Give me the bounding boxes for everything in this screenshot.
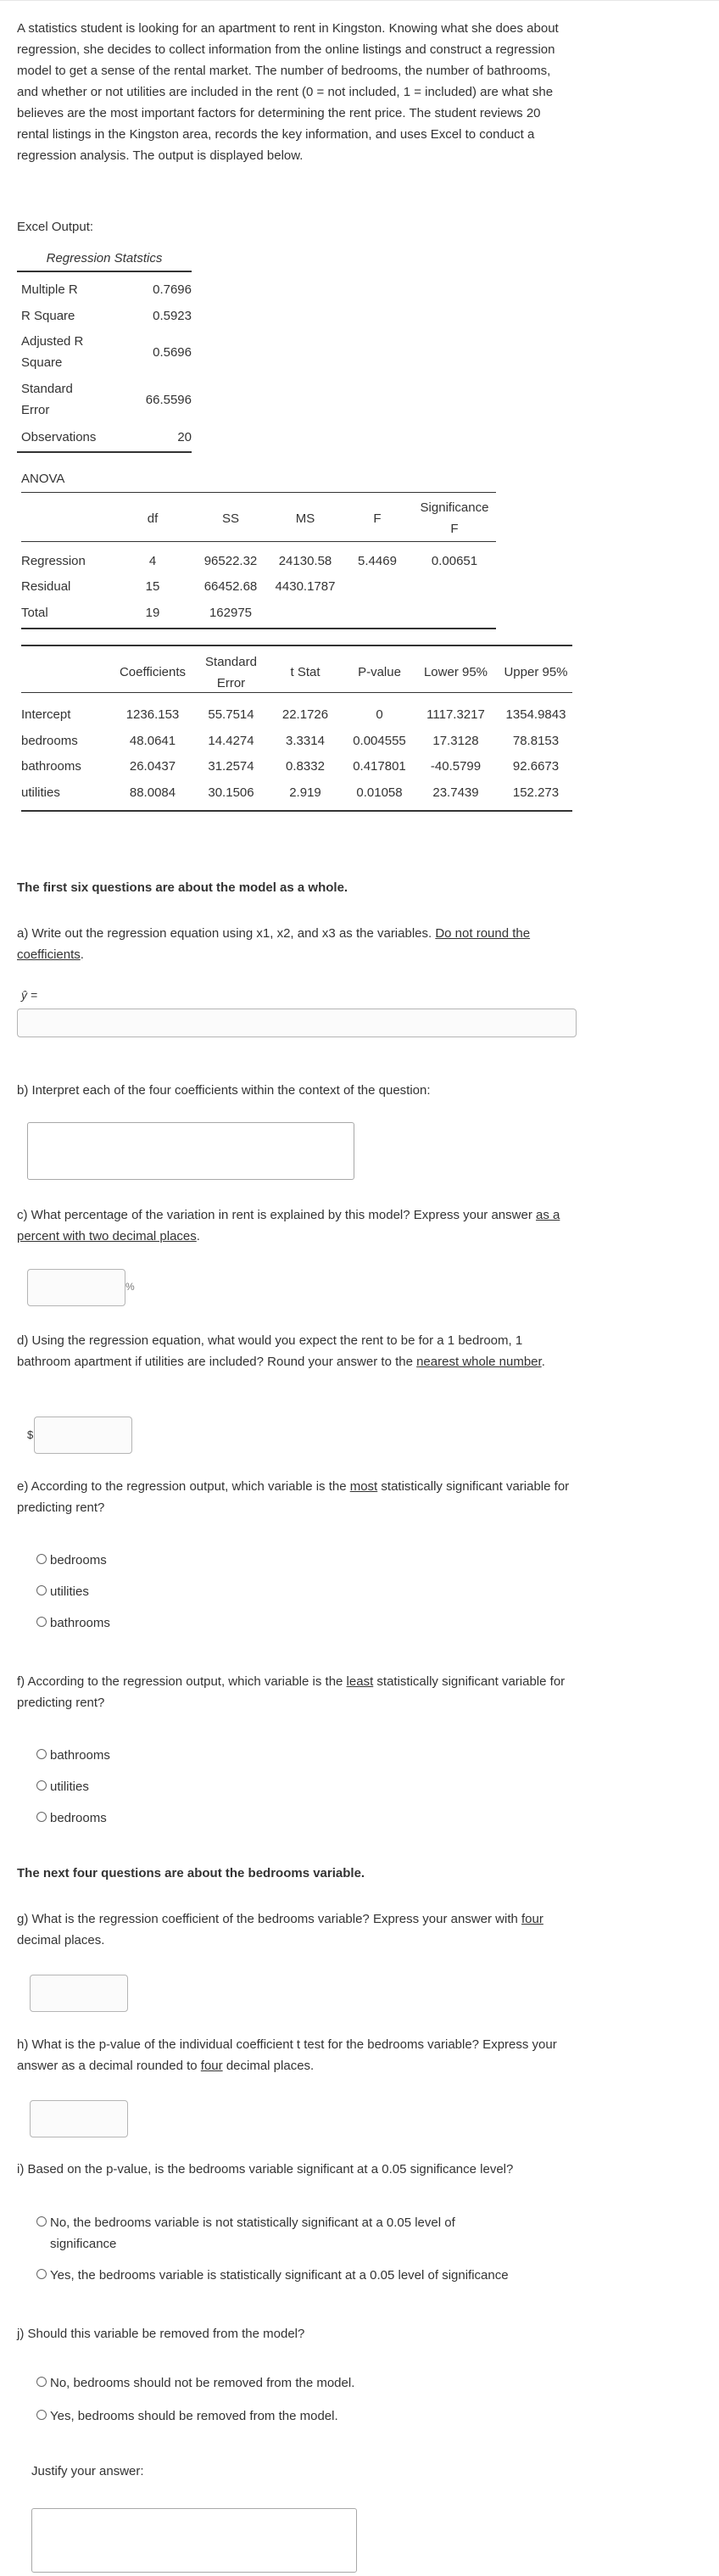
table-cell: 24130.58 — [278, 554, 332, 568]
table-cell: 4 — [148, 554, 157, 568]
table-cell: 92.6673 — [512, 759, 560, 774]
intro-paragraph: A statistics student is looking for an apartment to rent in Kingston. Knowing what she does about regression, she decides to collect information from the online listings and construct a regression model to get a sense of the rental market. The number of bedrooms, the number of bathrooms, and whether or not utilities are included in the rent (0 = not included, 1 = included) are what she believes are the most important factors for determining the rent price. The student reviews 20 rental listings in the Kingston area, records the key information, and uses Excel to conduct a regression analysis. The output is displayed below. — [17, 21, 559, 163]
table-cell: 152.273 — [512, 785, 560, 800]
stat-label: Multiple R — [21, 282, 78, 297]
option-f-bedrooms[interactable]: bedrooms — [36, 1808, 107, 1829]
question-c-text: c) What percentage of the variation in rent is explained by this model? Express your answer as a percent with two decimal places. — [17, 1208, 560, 1243]
option-f-utilities[interactable]: utilities — [36, 1776, 89, 1797]
predicted-rent-input[interactable] — [34, 1417, 132, 1454]
top-divider — [0, 0, 719, 1]
radio-button[interactable] — [36, 1554, 47, 1564]
question-g-text: g) What is the regression coefficient of the bedrooms variable? Express your answer with four decimal places. — [17, 1912, 543, 1947]
table-rule — [21, 645, 572, 646]
radio-button[interactable] — [36, 2377, 47, 2387]
table-cell: 1236.153 — [125, 707, 180, 722]
radio-button[interactable] — [36, 2410, 47, 2420]
table-cell: 2.919 — [289, 785, 321, 800]
table-rule — [21, 692, 572, 693]
row-label: Total — [21, 606, 48, 620]
stat-label: Standard Error — [21, 382, 73, 417]
table-rule — [17, 271, 192, 272]
table-rule — [21, 492, 496, 493]
table-cell: 30.1506 — [208, 785, 254, 800]
question-d-text: d) Using the regression equation, what would you expect the rent to be for a 1 bedroom, 1 bathroom apartment if utilities are included? Round your answer to the nearest whole number. — [17, 1333, 545, 1369]
stat-value: 0.7696 — [153, 282, 192, 297]
radio-button[interactable] — [36, 1585, 47, 1595]
row-label: Residual — [21, 579, 71, 594]
table-cell: 15 — [145, 579, 160, 594]
regression-equation-input[interactable] — [17, 1009, 577, 1037]
column-header: SS — [221, 511, 239, 526]
table-cell: 96522.32 — [203, 554, 258, 568]
excel-output-label: Excel Output: — [17, 220, 94, 234]
column-header: F — [373, 511, 382, 526]
table-cell: 23.7439 — [432, 785, 479, 800]
stat-value: 20 — [177, 430, 192, 444]
table-cell: 78.8153 — [512, 734, 560, 748]
column-header: MS — [295, 511, 315, 526]
coefficients-interpretation-textarea[interactable] — [27, 1122, 354, 1180]
table-cell: 4430.1787 — [275, 579, 336, 594]
row-label: bathrooms — [21, 759, 81, 774]
option-j-not-removed[interactable]: No, bedrooms should not be removed from the model. — [36, 2372, 354, 2394]
question-f-text: f) According to the regression output, which variable is the least statistically significant variable for predicting rent? — [17, 1674, 566, 1710]
row-label: Regression — [21, 554, 86, 568]
stat-value: 0.5696 — [153, 345, 192, 360]
column-header: Significance F — [420, 500, 489, 536]
table-cell: 19 — [145, 606, 160, 620]
table-cell: 0.00651 — [431, 554, 478, 568]
option-j-removed[interactable]: Yes, bedrooms should be removed from the model. — [36, 2406, 338, 2427]
table-cell: 31.2574 — [208, 759, 254, 774]
table-cell: 14.4274 — [208, 734, 254, 748]
column-header: Lower 95% — [423, 665, 488, 679]
column-header: Standard Error — [205, 655, 257, 690]
column-header: Coefficients — [119, 665, 187, 679]
table-cell: 0.01058 — [356, 785, 403, 800]
column-header: t Stat — [290, 665, 320, 679]
table-cell: 48.0641 — [129, 734, 176, 748]
question-j-text: j) Should this variable be removed from the model? — [17, 2327, 305, 2341]
question-i-text: i) Based on the p-value, is the bedrooms variable significant at a 0.05 significance level? — [17, 2162, 514, 2176]
table-cell: 1117.3217 — [426, 707, 485, 722]
table-rule — [21, 810, 572, 812]
stat-value: 0.5923 — [153, 309, 192, 323]
table-cell: 5.4469 — [358, 554, 397, 568]
column-header: df — [147, 511, 159, 526]
column-header: Upper 95% — [504, 665, 568, 679]
option-f-bathrooms[interactable]: bathrooms — [36, 1745, 110, 1766]
table-cell: 0.417801 — [353, 759, 406, 774]
question-h-text: h) What is the p-value of the individual coefficient t test for the bedrooms variable? Express your answer as a decimal rounded to four decimal places. — [17, 2037, 557, 2073]
table-rule — [21, 541, 496, 542]
stat-label: Adjusted R Square — [21, 334, 84, 370]
radio-button[interactable] — [36, 1812, 47, 1822]
table-cell: 162975 — [209, 606, 253, 620]
justify-answer-textarea[interactable] — [31, 2508, 357, 2573]
table-cell: 1354.9843 — [505, 707, 566, 722]
row-label: bedrooms — [21, 734, 78, 748]
r-square-percent-input[interactable] — [27, 1269, 125, 1306]
radio-button[interactable] — [36, 1749, 47, 1759]
table-cell: 55.7514 — [208, 707, 254, 722]
radio-button[interactable] — [36, 1780, 47, 1791]
stat-value: 66.5596 — [145, 393, 192, 407]
table-cell: 22.1726 — [281, 707, 329, 722]
bedrooms-p-value-input[interactable] — [30, 2100, 128, 2137]
option-e-bedrooms[interactable]: bedrooms — [36, 1550, 107, 1571]
table-cell: 17.3128 — [432, 734, 479, 748]
question-e-text: e) According to the regression output, which variable is the most statistically significant variable for predicting rent? — [17, 1479, 570, 1515]
section-heading: The first six questions are about the model as a whole. — [17, 880, 348, 895]
row-label: utilities — [21, 785, 60, 800]
option-e-bathrooms[interactable]: bathrooms — [36, 1612, 110, 1634]
row-label: Intercept — [21, 707, 71, 722]
regression-statistics-title: Regression Statstics — [46, 251, 163, 265]
table-cell: 26.0437 — [129, 759, 176, 774]
table-cell: 66452.68 — [203, 579, 258, 594]
justify-label: Justify your answer: — [31, 2464, 144, 2478]
question-b-text: b) Interpret each of the four coefficients within the context of the question: — [17, 1083, 431, 1098]
table-cell: 0 — [376, 707, 383, 722]
option-i-significant[interactable]: Yes, the bedrooms variable is statistically significant at a 0.05 level of significance — [36, 2265, 630, 2286]
table-cell: 3.3314 — [286, 734, 325, 748]
section-heading: The next four questions are about the bedrooms variable. — [17, 1866, 365, 1880]
stat-label: Observations — [21, 430, 97, 444]
option-e-utilities[interactable]: utilities — [36, 1581, 89, 1602]
radio-button[interactable] — [36, 2216, 47, 2227]
stat-label: R Square — [21, 309, 75, 323]
anova-label: ANOVA — [21, 472, 65, 486]
question-a-text: a) Write out the regression equation using x1, x2, and x3 as the variables. Do not round the coefficients. — [17, 926, 531, 962]
dollar-prefix: $ — [27, 1428, 34, 1441]
radio-button[interactable] — [36, 1617, 47, 1627]
bedrooms-coefficient-input[interactable] — [30, 1975, 128, 2012]
percent-suffix: % — [125, 1281, 135, 1293]
table-cell: 0.8332 — [286, 759, 325, 774]
y-hat-label: ŷ = — [21, 988, 38, 1002]
column-header: P-value — [358, 665, 401, 679]
option-i-not-significant[interactable]: No, the bedrooms variable is not statistically significant at a 0.05 level of significance — [36, 2212, 545, 2255]
radio-button[interactable] — [36, 2269, 47, 2279]
table-cell: -40.5799 — [430, 759, 482, 774]
table-rule — [17, 451, 192, 453]
table-rule — [21, 628, 496, 629]
table-cell: 0.004555 — [353, 734, 406, 748]
table-cell: 88.0084 — [129, 785, 176, 800]
